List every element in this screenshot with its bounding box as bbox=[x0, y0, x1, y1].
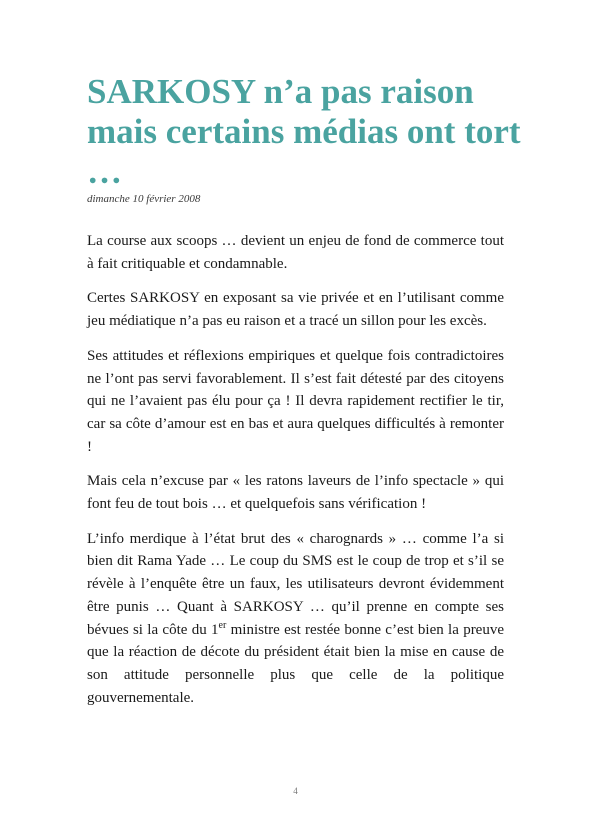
ordinal-superscript: er bbox=[218, 619, 227, 631]
paragraph-1: La course aux scoops … devient un enjeu de fond de commerce tout à fait critiquable et condamnable. bbox=[87, 233, 504, 272]
article-date: dimanche 10 février 2008 bbox=[87, 193, 201, 205]
paragraph-3: Ses attitudes et réflexions empiriques et quelque fois contradictoires ne l’ont pas servi favorablement. Il s’est fait détesté par des citoyens qui ne l’avaient pas élu pour ça ! Il devra rapidement rectifier le tir, car sa côte d’amour est en bas et aura quelques difficultés à remonter ! bbox=[87, 347, 504, 455]
paragraph-5-text-start: L’info merdique à l’état brut des « charognards » … comme l’a si bien dit Rama Yade … Le coup du SMS est le coup de trop et s’il se révèle à l’enquête être un faux, les utilisateurs devront évidemment être punis … Quant à SARKOSY … qu’il prenne en compte ses bévues si la côte du 1 bbox=[87, 530, 504, 638]
article-body bbox=[87, 230, 504, 721]
paragraph-4: Mais cela n’excuse par « les ratons laveurs de l’info spectacle » qui font feu de tout bois … et quelquefois sans vérification ! bbox=[87, 473, 504, 513]
paragraph-2: Certes SARKOSY en exposant sa vie privée et en l’utilisant comme jeu médiatique n’a pas eu raison et a tracé un sillon pour les excès. bbox=[87, 290, 504, 330]
paragraph-5 bbox=[87, 528, 504, 710]
article-title: SARKOSY n’a pas raison mais certains médias ont tort … bbox=[87, 72, 521, 191]
paragraph-5-text-end: ministre est restée bonne c’est bien la preuve que la réaction de décote du président était bien la mise en cause de son attitude personnelle plus que celle de la politique gouvernementale. bbox=[87, 621, 504, 706]
page-number: 4 bbox=[293, 786, 298, 796]
